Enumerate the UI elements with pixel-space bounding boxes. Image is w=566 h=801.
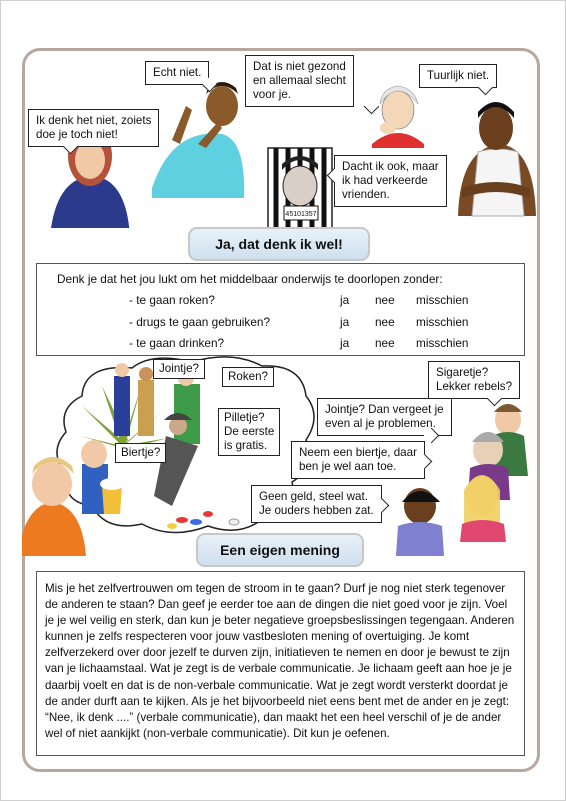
question-row bbox=[129, 336, 509, 352]
question-label: - drugs te gaan gebruiken? bbox=[129, 315, 271, 329]
option-ja: ja bbox=[340, 293, 350, 307]
bubble-echt-niet: Echt niet. bbox=[145, 61, 209, 85]
bubble-neem-biertje: Neem een biertje, daar ben je wel aan toe. bbox=[291, 441, 425, 479]
heading-ja-dat-denk-ik-wel: Ja, dat denk ik wel! bbox=[188, 227, 370, 261]
option-misschien: misschien bbox=[416, 336, 469, 350]
option-nee: nee bbox=[375, 315, 395, 329]
option-nee: nee bbox=[375, 293, 395, 307]
old-woman-figure bbox=[372, 86, 424, 148]
heading-een-eigen-mening: Een eigen mening bbox=[196, 533, 364, 567]
bubble-jointje-vergeet: Jointje? Dan vergeet je even al je problemen. bbox=[317, 398, 452, 436]
option-misschien: misschien bbox=[416, 315, 469, 329]
label-pilletje: Pilletje? De eerste is gratis. bbox=[218, 408, 280, 456]
question-box bbox=[36, 263, 525, 356]
option-ja: ja bbox=[340, 336, 350, 350]
question-row bbox=[129, 315, 509, 331]
label-roken: Roken? bbox=[222, 367, 274, 387]
prisoner-figure bbox=[268, 148, 332, 228]
bubble-sigaretje: Sigaretje? Lekker rebels? bbox=[428, 361, 520, 399]
man-right-figure bbox=[458, 102, 536, 216]
option-ja: ja bbox=[340, 315, 350, 329]
label-jointje: Jointje? bbox=[153, 359, 205, 379]
body-text: Mis je het zelfvertrouwen om tegen de stroom in te gaan? Durf je nog niet sterk tegenover de anderen te staan? Dan geef je eerder toe aan de dingen die niet goed voor je zijn. Voel je je wel veilig en sterk, dan kun je beter negatieve groepsbeslissingen tegengaan. Anderen kunnen je zelfs respecteren voor jouw vastbesloten mening of overtuiging. Je komt zelfverzekerd over door jezelf te durven zijn, initiatieven te nemen en door je bewust te zijn van je lichaamstaal. Wat je zegt is de verbale communicatie. Je lichaam geeft aan hoe je je daarbij voelt en dat is de non-verbale communicatie. Wat je zegt wordt versterkt doordat je de ander durft aan te kijken. Als je het bijvoorbeeld niet eens bent met de ander en je zegt: “Nee, ik denk ....” (verbale communicatie), dan maakt het een heel verschil of je de ander wel of niet aankijkt (non-verbale communicatie). Dit kun je oefenen. bbox=[36, 571, 525, 756]
boy-pointing-figure bbox=[152, 82, 244, 198]
question-label: - te gaan roken? bbox=[129, 293, 215, 307]
option-nee: nee bbox=[375, 336, 395, 350]
question-row bbox=[129, 293, 509, 309]
prisoner-number: 45101357 bbox=[285, 211, 317, 218]
question-intro: Denk je dat het jou lukt om het middelbaar onderwijs te doorlopen zonder: bbox=[57, 272, 443, 286]
option-misschien: misschien bbox=[416, 293, 469, 307]
bubble-ik-denk: Ik denk het niet, zoiets doe je toch niet! bbox=[28, 109, 159, 147]
label-biertje: Biertje? bbox=[115, 443, 166, 463]
bubble-dacht-ik: Dacht ik ook, maar ik had verkeerde vrienden. bbox=[334, 155, 447, 207]
bubble-geen-geld: Geen geld, steel wat. Je ouders hebben zat. bbox=[251, 485, 382, 523]
question-label: - te gaan drinken? bbox=[129, 336, 225, 350]
bubble-niet-gezond: Dat is niet gezond en allemaal slecht voor je. bbox=[245, 55, 354, 107]
bubble-tuurlijk-niet: Tuurlijk niet. bbox=[419, 64, 497, 88]
